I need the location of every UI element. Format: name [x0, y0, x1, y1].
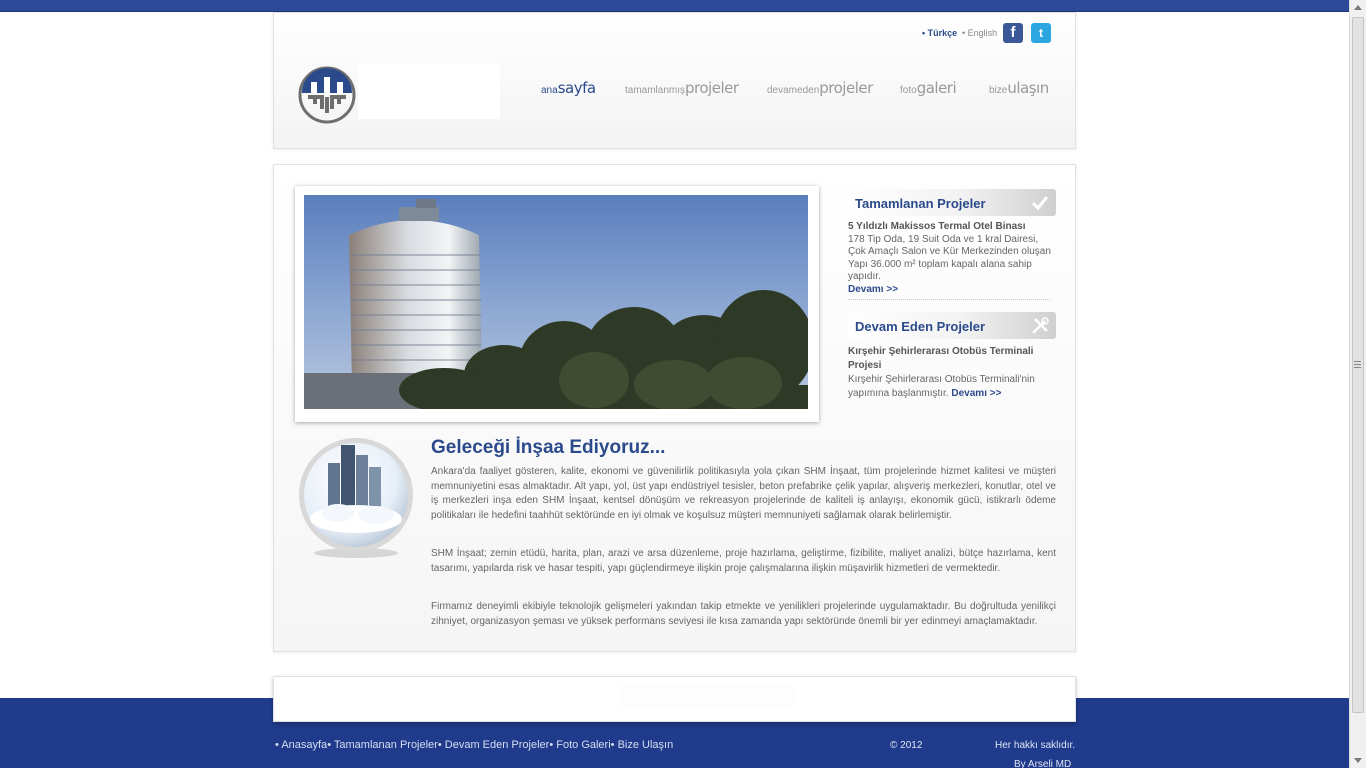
ongoing-project-title: Kırşehir Şehirlerarası Otobüs Terminali Projesi [848, 346, 1034, 371]
footer-link-home[interactable]: Anasayfa [281, 739, 328, 751]
scroll-up-icon[interactable] [1354, 5, 1362, 10]
footer-bullet: • [549, 739, 554, 751]
nav-contact-small: bize [989, 85, 1008, 96]
content-paragraph-3: Firmamız deneyimli ekibiyle teknolojik gelişmeleri yakından takip etmekte ve yenilikleri projelerinde uygulamaktadır. Bu doğrultuda yenilikçi zihniyet, organizasyon şeması ve yüksek performans seviyesi ile kısa zamanda yapı sektöründe önemli bir yer edinmeyi amaçlamaktadır. [431, 601, 1056, 627]
facebook-icon[interactable]: f [1003, 23, 1023, 43]
scroll-down-icon[interactable] [1354, 758, 1362, 763]
completed-more-link[interactable]: Devamı >> [848, 283, 899, 295]
completed-project-title: 5 Yıldızlı Makissos Termal Otel Binası [848, 221, 1026, 232]
footer-link-ongoing[interactable]: Devam Eden Projeler [444, 739, 550, 751]
nav-home-big: sayfa [557, 79, 596, 97]
nav-gallery-big: galeri [916, 79, 957, 97]
ongoing-project-summary [848, 345, 1056, 401]
twitter-icon[interactable]: t [1031, 23, 1051, 43]
footer-bullet: • [327, 739, 332, 751]
completed-projects-title: Tamamlanan Projeler [855, 196, 986, 211]
footer-nav [275, 739, 673, 751]
footer-bullet: • [275, 739, 279, 751]
logo-text-area [358, 63, 500, 119]
ongoing-projects-title: Devam Eden Projeler [855, 319, 986, 334]
nav-home-small: ana [541, 85, 558, 96]
footer-copyright: © 2012 [890, 740, 923, 751]
footer-banner [273, 676, 1076, 722]
vertical-scrollbar[interactable] [1349, 0, 1366, 768]
top-accent-bar [0, 0, 1349, 12]
footer-link-gallery[interactable]: Foto Galeri [556, 739, 611, 751]
footer-bullet: • [437, 739, 442, 751]
nav-completed-small: tamamlanmış [625, 85, 686, 96]
sidebar-divider [848, 299, 1050, 300]
building-illustration [304, 195, 808, 409]
lang-turkish-link[interactable]: • Türkçe [922, 28, 958, 38]
ongoing-projects-header[interactable] [848, 312, 1056, 339]
nav-contact-big: ulaşın [1007, 79, 1049, 97]
nav-ongoing-big: projeler [819, 79, 873, 97]
nav-completed-projects[interactable] [625, 79, 739, 98]
footer-link-completed[interactable]: Tamamlanan Projeler [333, 739, 438, 751]
nav-ongoing-projects[interactable] [767, 79, 873, 98]
nav-ongoing-small: devameden [767, 85, 820, 96]
ongoing-more-link[interactable]: Devamı >> [951, 388, 1002, 399]
content-heading: Geleceği İnşaa Ediyoruz... [431, 437, 666, 458]
scrollbar-grip-icon [1354, 361, 1361, 368]
content-paragraph-2: SHM İnşaat; zemin etüdü, harita, plan, arazi ve arsa düzenleme, proje hazırlama, geliştirme, fizibilite, maliyet analizi, bütçe hazırlama, kent tasarımı, yapılarda risk ve hasar tespiti, yapı güçlendirmeye ilişkin proje çalışmalarına ilişkin müşavirlik hizmetleri de vermektedir. [431, 548, 1056, 574]
checkmark-icon [1030, 193, 1050, 213]
city-globe-image [298, 433, 414, 559]
footer-bullet: • [610, 739, 615, 751]
footer-credit[interactable]: By Arseli MD [1014, 759, 1072, 768]
nav-home[interactable] [541, 79, 596, 98]
footer-link-contact[interactable]: Bize Ulaşın [617, 739, 674, 751]
main-content [273, 164, 1076, 652]
company-logo[interactable] [298, 66, 356, 124]
site-header [273, 12, 1076, 149]
tools-icon [1030, 316, 1050, 336]
completed-project-description: 178 Tip Oda, 19 Suit Oda ve 1 kral Dairesi, Çok Amaçlı Salon ve Kür Merkezinden oluşan Yapı 36.000 m² toplam kapalı alana sahip yapıdır. [848, 233, 1051, 282]
nav-photo-gallery[interactable] [900, 79, 956, 98]
lang-english-link[interactable]: • English [962, 28, 998, 38]
footer-banner-inner [619, 685, 794, 707]
footer-rights: Her hakkı saklıdır. [995, 740, 1076, 751]
nav-completed-big: projeler [685, 79, 739, 97]
content-paragraph-1: Ankara'da faaliyet gösteren, kalite, ekonomi ve güvenilirlik politikasıyla yola çıkan SHM İnşaat, tüm projelerinde hizmet kalitesi ve müşteri memnuniyetini esas almaktadır. Alt yapı, yol, üst yapı endüstriyel tesisler, beton prefabrike çelik yapılar, alışveriş merkezleri, konutlar, otel ve iş merkezleri inşa eden SHM İnşaat, kentsel dönüşüm ve rekreasyon projelerinde de kaliteli iş anlayışı, ekonomik gücü, istikrarlı ödeme politikaları ile hedefini taahhüt sektöründe en iyi olmak ve koşulsuz müşteri memnuniyeti sağlamak olarak belirlemiştir. [431, 466, 1056, 521]
building-photo[interactable] [304, 195, 808, 409]
nav-contact[interactable] [989, 79, 1049, 98]
completed-project-summary [848, 221, 1056, 296]
slideshow-frame [295, 186, 819, 422]
ongoing-project-description: Kırşehir Şehirlerarası Otobüs Terminali'nin yapımına başlanmıştır. [848, 374, 1035, 399]
nav-gallery-small: foto [900, 85, 917, 96]
completed-projects-header[interactable] [848, 189, 1056, 216]
